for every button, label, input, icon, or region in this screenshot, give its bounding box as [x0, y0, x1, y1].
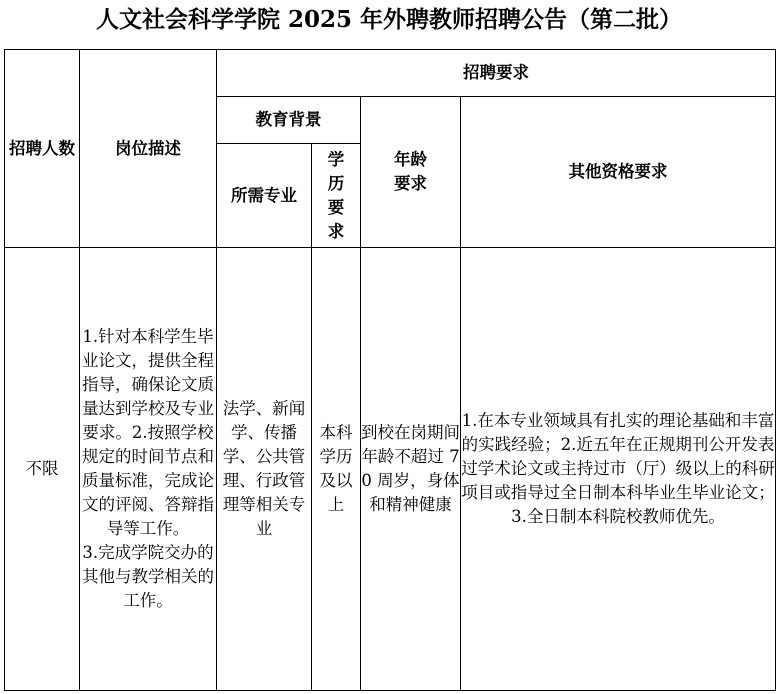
cell-recruit-count: 不限: [5, 248, 80, 691]
header-recruit-count: 招聘人数: [5, 50, 80, 248]
table-row: [5, 248, 776, 691]
cell-other-qualifications: 1.在本专业领域具有扎实的理论基础和丰富的实践经验；2.近五年在正规期刊公开发表过学术论文或主持过市（厅）级以上的科研项目或指导过全日制本科毕业生毕业论文；3.全日制本科院校教师优先。: [461, 248, 776, 691]
header-degree: 学历要求: [312, 144, 361, 248]
description-part-2: 3.完成学院交办的其他与教学相关的工作。: [82, 543, 214, 610]
header-age: 年龄要求: [361, 97, 461, 248]
cell-degree: 本科学历及以上: [312, 248, 361, 691]
header-other-qualifications: 其他资格要求: [461, 97, 776, 248]
recruitment-table: [4, 49, 776, 691]
description-part-1: 1.针对本科学生毕业论文，提供全程指导，确保论文质量达到学校及专业要求。2.按照学校规定的时间节点和质量标准，完成论文的评阅、答辩指导等工作。: [82, 327, 214, 538]
header-position-description: 岗位描述: [80, 50, 217, 248]
cell-major: 法学、新闻学、传播学、公共管理、行政管理等相关专业: [217, 248, 312, 691]
cell-age: 到校在岗期间年龄不超过 70 周岁，身体和精神健康: [361, 248, 461, 691]
header-row-1: [5, 50, 776, 97]
header-requirements: 招聘要求: [217, 50, 776, 97]
cell-position-description: [80, 248, 217, 691]
page-title: 人文社会科学学院 2025 年外聘教师招聘公告（第二批）: [95, 6, 683, 33]
header-major: 所需专业: [217, 144, 312, 248]
header-education: 教育背景: [217, 97, 361, 144]
